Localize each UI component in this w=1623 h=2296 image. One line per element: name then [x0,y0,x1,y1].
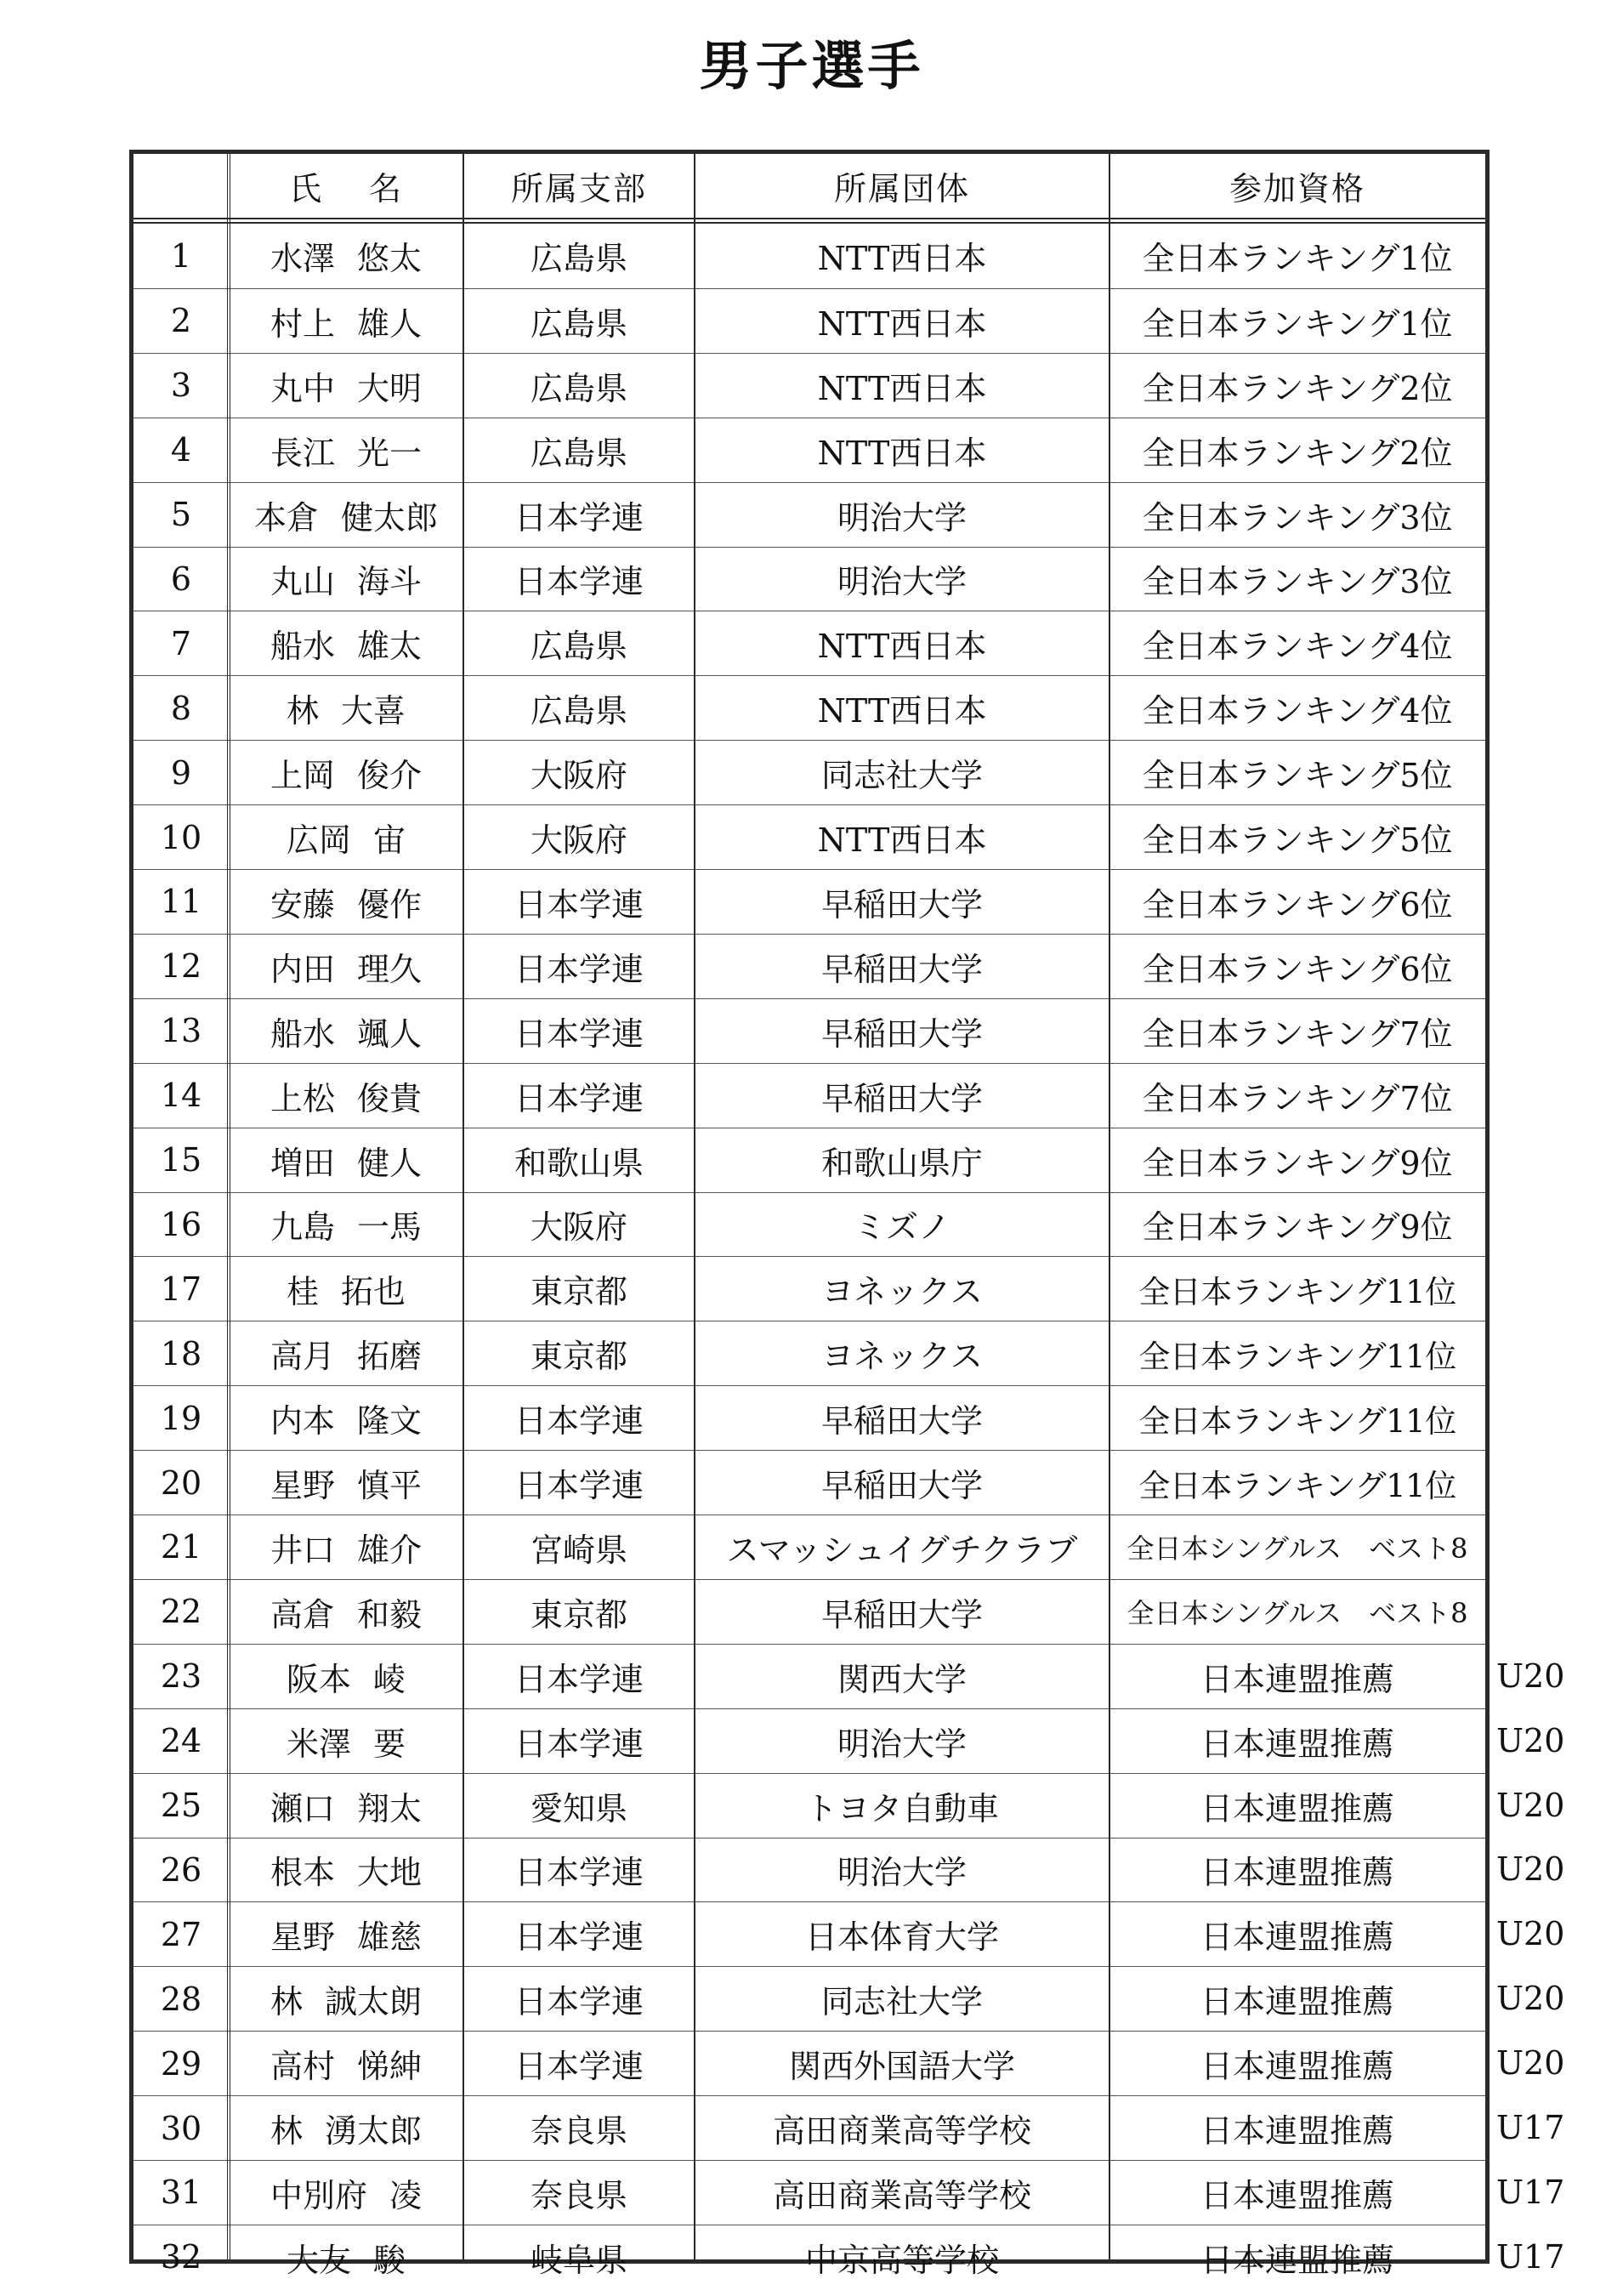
row-number: 25 [160,1787,202,1825]
player-name [229,483,463,547]
given-name: 雄介 [357,1531,423,1569]
given-name: 崚 [373,1660,406,1698]
branch: 広島県 [530,692,627,730]
row-number: 17 [160,1270,202,1308]
qualification: 日本連盟推薦 [1200,2048,1394,2086]
qualification: 全日本ランキング3位 [1142,563,1453,601]
organization: 早稲田大学 [820,1079,983,1117]
given-name: 颯人 [357,1014,423,1053]
given-name: 悌紳 [357,2048,423,2086]
table-row [133,1385,1485,1450]
player-name [229,741,463,804]
given-name: 雄慈 [357,1918,423,1957]
surname: 船水 [270,1014,335,1053]
surname: 阪本 [286,1660,351,1698]
branch: 奈良県 [530,2176,627,2214]
age-category-note: U20 [1496,1786,1565,1824]
table-row [133,288,1485,353]
column-divider [227,154,233,2259]
organization: 関西大学 [837,1660,967,1698]
age-category-note: U17 [1496,2237,1565,2276]
organization: ミズノ [853,1208,951,1247]
organization: 中京高等学校 [804,2241,999,2279]
branch: 日本学連 [514,1983,644,2021]
row-number: 15 [160,1141,202,1179]
row-number: 11 [160,883,202,921]
table-row [133,1321,1485,1385]
table-row [133,1256,1485,1321]
table-row [133,611,1485,675]
qualification: 日本連盟推薦 [1200,1725,1394,1763]
given-name: 健人 [357,1144,423,1182]
qualification: 全日本ランキング9位 [1142,1144,1453,1182]
branch: 日本学連 [514,885,644,924]
branch: 日本学連 [514,2048,644,2086]
row-number: 20 [160,1463,202,1502]
player-name [229,224,463,288]
row-number: 18 [160,1334,202,1372]
organization: 高田商業高等学校 [772,2112,1031,2151]
age-category-note: U20 [1496,2044,1565,2083]
surname: 星野 [270,1918,335,1957]
given-name: 悠太 [357,240,423,278]
given-name: 雄太 [357,628,423,666]
branch: 岐阜県 [530,2241,627,2279]
row-number: 10 [160,818,202,856]
player-name [229,418,463,482]
table-row [133,1773,1485,1838]
qualification: 日本連盟推薦 [1200,2241,1394,2279]
surname: 高村 [270,2048,335,2086]
surname: 高月 [270,1338,335,1376]
organization: 早稲田大学 [820,885,983,924]
qualification: 日本連盟推薦 [1200,1854,1394,1892]
table-row [133,1708,1485,1773]
branch: 日本学連 [514,1725,644,1763]
table-row [133,224,1485,288]
table-row [133,998,1485,1063]
player-name [229,1257,463,1321]
table-row [133,1838,1485,1902]
qualification: 全日本ランキング5位 [1142,821,1453,860]
qualification: 全日本ランキング6位 [1142,950,1453,988]
row-number: 22 [160,1593,202,1631]
organization: NTT西日本 [817,434,987,472]
given-name: 誠太朗 [325,1983,423,2021]
row-number: 26 [160,1850,202,1889]
surname: 長江 [270,434,335,472]
surname: 水澤 [270,240,335,278]
qualification: 全日本ランキング7位 [1142,1079,1453,1117]
table-row [133,1901,1485,1966]
row-number: 28 [160,1980,202,2018]
table-header [133,154,1485,224]
header-name: 氏 名 [288,170,404,207]
row-number: 9 [170,753,192,792]
surname: 本倉 [253,498,319,537]
surname: 大友 [286,2241,351,2279]
age-category-note: U20 [1496,1915,1565,1953]
row-number: 31 [160,2174,202,2212]
given-name: 光一 [357,434,423,472]
player-name [229,2032,463,2095]
age-category-note: U17 [1496,2173,1565,2211]
player-name [229,2096,463,2160]
branch: 日本学連 [514,1467,644,1505]
row-number: 16 [160,1205,202,1243]
surname: 上岡 [270,757,335,795]
table-row [133,2225,1485,2289]
organization: トヨタ自動車 [804,1789,999,1827]
surname: 林 [270,1983,303,2021]
player-name [229,1064,463,1128]
qualification: 全日本ランキング7位 [1142,1014,1453,1053]
branch: 日本学連 [514,563,644,601]
organization: NTT西日本 [817,369,987,407]
surname: 米澤 [286,1725,351,1763]
qualification: 全日本ランキング11位 [1138,1338,1456,1375]
branch: 広島県 [530,240,627,278]
given-name: 宙 [373,821,406,860]
table-row [133,418,1485,482]
column-divider [462,154,464,2259]
column-divider [694,154,695,2259]
organization: 高田商業高等学校 [772,2176,1031,2214]
surname: 瀬口 [270,1789,335,1827]
given-name: 海斗 [357,563,423,601]
table-row [133,675,1485,740]
organization: 早稲田大学 [820,1467,983,1505]
row-number: 7 [170,624,192,662]
table-row [133,2095,1485,2160]
organization: 明治大学 [837,1854,967,1892]
qualification: 日本連盟推薦 [1200,1983,1394,2021]
row-number: 6 [170,560,192,598]
organization: NTT西日本 [817,304,987,343]
row-number: 14 [160,1077,202,1115]
qualification: 日本連盟推薦 [1200,1660,1394,1698]
qualification: 全日本ランキング1位 [1142,240,1453,278]
given-name: 拓也 [341,1273,406,1311]
branch: 大阪府 [530,757,627,795]
given-name: 拓磨 [357,1338,423,1376]
organization: 早稲田大学 [820,1402,983,1441]
player-name [229,1580,463,1644]
age-category-note: U20 [1496,1850,1565,1889]
row-number: 12 [160,947,202,986]
surname: 桂 [286,1273,319,1311]
row-number: 27 [160,1915,202,1953]
table-row [133,2031,1485,2095]
given-name: 慎平 [357,1467,423,1505]
player-name [229,1967,463,2031]
player-name [229,1451,463,1515]
table-row [133,1515,1485,1579]
table-row [133,1450,1485,1515]
player-name [229,354,463,418]
branch: 東京都 [530,1338,627,1376]
given-name: 隆文 [357,1402,423,1441]
row-number: 8 [170,689,192,727]
qualification: 日本連盟推薦 [1200,1789,1394,1827]
surname: 星野 [270,1467,335,1505]
branch: 日本学連 [514,1014,644,1053]
organization: 早稲田大学 [820,1014,983,1053]
row-number: 3 [170,367,192,405]
table-row [133,1966,1485,2031]
surname: 井口 [270,1531,335,1569]
branch: 日本学連 [514,1402,644,1441]
qualification: 全日本ランキング1位 [1142,304,1453,343]
header-branch: 所属支部 [510,170,647,207]
branch: 東京都 [530,1273,627,1311]
surname: 広岡 [286,821,351,860]
surname: 丸山 [270,563,335,601]
branch: 東京都 [530,1595,627,1634]
row-number: 5 [170,496,192,534]
branch: 奈良県 [530,2112,627,2151]
surname: 増田 [270,1144,335,1182]
branch: 日本学連 [514,950,644,988]
surname: 九島 [270,1208,335,1247]
player-name [229,1321,463,1385]
surname: 上松 [270,1079,335,1117]
player-name [229,2225,463,2289]
branch: 広島県 [530,434,627,472]
player-name [229,289,463,353]
organization: 和歌山県庁 [820,1144,983,1182]
table-row [133,1644,1485,1708]
given-name: 健太郎 [341,498,439,537]
given-name: 大地 [357,1854,423,1892]
player-name [229,2161,463,2225]
qualification: 全日本ランキング11位 [1138,1402,1456,1440]
branch: 広島県 [530,369,627,407]
branch: 愛知県 [530,1789,627,1827]
table-row [133,869,1485,934]
given-name: 理久 [357,950,423,988]
row-number: 1 [170,236,192,275]
qualification: 全日本ランキング4位 [1142,692,1453,730]
organization: スマッシュイグチクラブ [726,1531,1078,1569]
age-category-note: U20 [1496,1721,1565,1759]
header-organization: 所属団体 [833,170,970,207]
qualification: 全日本ランキング9位 [1142,1208,1453,1247]
table-row [133,934,1485,998]
organization: NTT西日本 [817,240,987,278]
player-name [229,1709,463,1773]
table-row [133,482,1485,547]
qualification: 日本連盟推薦 [1200,1918,1394,1957]
qualification: 日本連盟推薦 [1200,2176,1394,2214]
player-name [229,1645,463,1708]
surname: 安藤 [270,885,335,924]
branch: 日本学連 [514,1854,644,1892]
player-name [229,1839,463,1902]
qualification: 全日本ランキング11位 [1138,1467,1456,1504]
qualification: 全日本シングルス ベスト8 [1126,1597,1468,1630]
given-name: 湧太郎 [325,2112,423,2151]
player-name [229,1193,463,1257]
age-category-note: U17 [1496,2109,1565,2147]
row-number: 32 [160,2238,202,2276]
qualification: 全日本シングルス ベスト8 [1126,1532,1468,1566]
table-row [133,1192,1485,1257]
given-name: 翔太 [357,1789,423,1827]
branch: 広島県 [530,304,627,343]
row-number: 4 [170,431,192,469]
player-name [229,1128,463,1192]
table-row [133,1128,1485,1192]
header-number [133,154,229,218]
surname: 丸中 [270,369,335,407]
qualification: 全日本ランキング6位 [1142,885,1453,924]
branch: 広島県 [530,628,627,666]
branch: 日本学連 [514,498,644,537]
table-row [133,804,1485,869]
player-name [229,1515,463,1579]
organization: 同志社大学 [820,1983,983,2021]
organization: NTT西日本 [817,628,987,666]
table-row [133,1579,1485,1644]
surname: 内本 [270,1402,335,1441]
row-number: 29 [160,2044,202,2083]
table-row [133,353,1485,418]
given-name: 大明 [357,369,423,407]
branch: 大阪府 [530,821,627,860]
qualification: 全日本ランキング11位 [1138,1273,1456,1310]
given-name: 凌 [389,2176,423,2214]
branch: 大阪府 [530,1208,627,1247]
surname: 村上 [270,304,335,343]
surname: 船水 [270,628,335,666]
page-title: 男子選手 [699,35,924,97]
surname: 林 [270,2112,303,2151]
player-name [229,870,463,934]
organization: 関西外国語大学 [788,2048,1015,2086]
player-name [229,805,463,869]
age-category-note: U20 [1496,1980,1565,2018]
surname: 中別府 [270,2176,367,2214]
row-number: 13 [160,1012,202,1050]
player-name [229,1902,463,1966]
player-name [229,611,463,675]
organization: 明治大学 [837,1725,967,1763]
players-table [129,150,1490,2279]
row-number: 23 [160,1657,202,1696]
table-row [133,2160,1485,2225]
branch: 和歌山県 [514,1144,644,1182]
surname: 根本 [270,1854,335,1892]
organization: 明治大学 [837,498,967,537]
table-row [133,740,1485,804]
qualification: 全日本ランキング2位 [1142,434,1453,472]
row-number: 30 [160,2109,202,2147]
age-category-note: U20 [1496,1657,1565,1695]
table-row [133,547,1485,611]
qualification: 全日本ランキング5位 [1142,757,1453,795]
branch: 日本学連 [514,1918,644,1957]
row-number: 2 [170,302,192,340]
given-name: 一馬 [357,1208,423,1247]
organization: 早稲田大学 [820,950,983,988]
player-name [229,1774,463,1838]
organization: NTT西日本 [817,692,987,730]
row-number: 24 [160,1722,202,1760]
branch: 日本学連 [514,1660,644,1698]
surname: 林 [286,692,319,730]
player-name [229,999,463,1063]
column-divider [1109,154,1110,2259]
given-name: 優作 [357,885,423,924]
table-row [133,1063,1485,1128]
organization: ヨネックス [821,1338,983,1376]
qualification: 全日本ランキング3位 [1142,498,1453,537]
organization: ヨネックス [821,1273,983,1311]
given-name: 要 [373,1725,406,1763]
given-name: 俊貴 [357,1079,423,1117]
surname: 高倉 [270,1595,335,1634]
player-name [229,935,463,998]
qualification: 全日本ランキング2位 [1142,369,1453,407]
organization: NTT西日本 [817,821,987,860]
organization: 同志社大学 [820,757,983,795]
given-name: 和毅 [357,1595,423,1634]
player-name [229,548,463,611]
header-qualification: 参加資格 [1229,170,1365,207]
branch: 宮崎県 [530,1531,627,1569]
given-name: 俊介 [357,757,423,795]
given-name: 大喜 [341,692,406,730]
branch: 日本学連 [514,1079,644,1117]
player-name [229,1386,463,1450]
organization: 早稲田大学 [820,1595,983,1634]
surname: 内田 [270,950,335,988]
qualification: 日本連盟推薦 [1200,2112,1394,2151]
given-name: 雄人 [357,304,423,343]
row-number: 19 [160,1399,202,1437]
organization: 日本体育大学 [804,1918,999,1957]
given-name: 駿 [373,2241,406,2279]
qualification: 全日本ランキング4位 [1142,628,1453,666]
player-name [229,676,463,740]
row-number: 21 [160,1528,202,1566]
organization: 明治大学 [837,563,967,601]
